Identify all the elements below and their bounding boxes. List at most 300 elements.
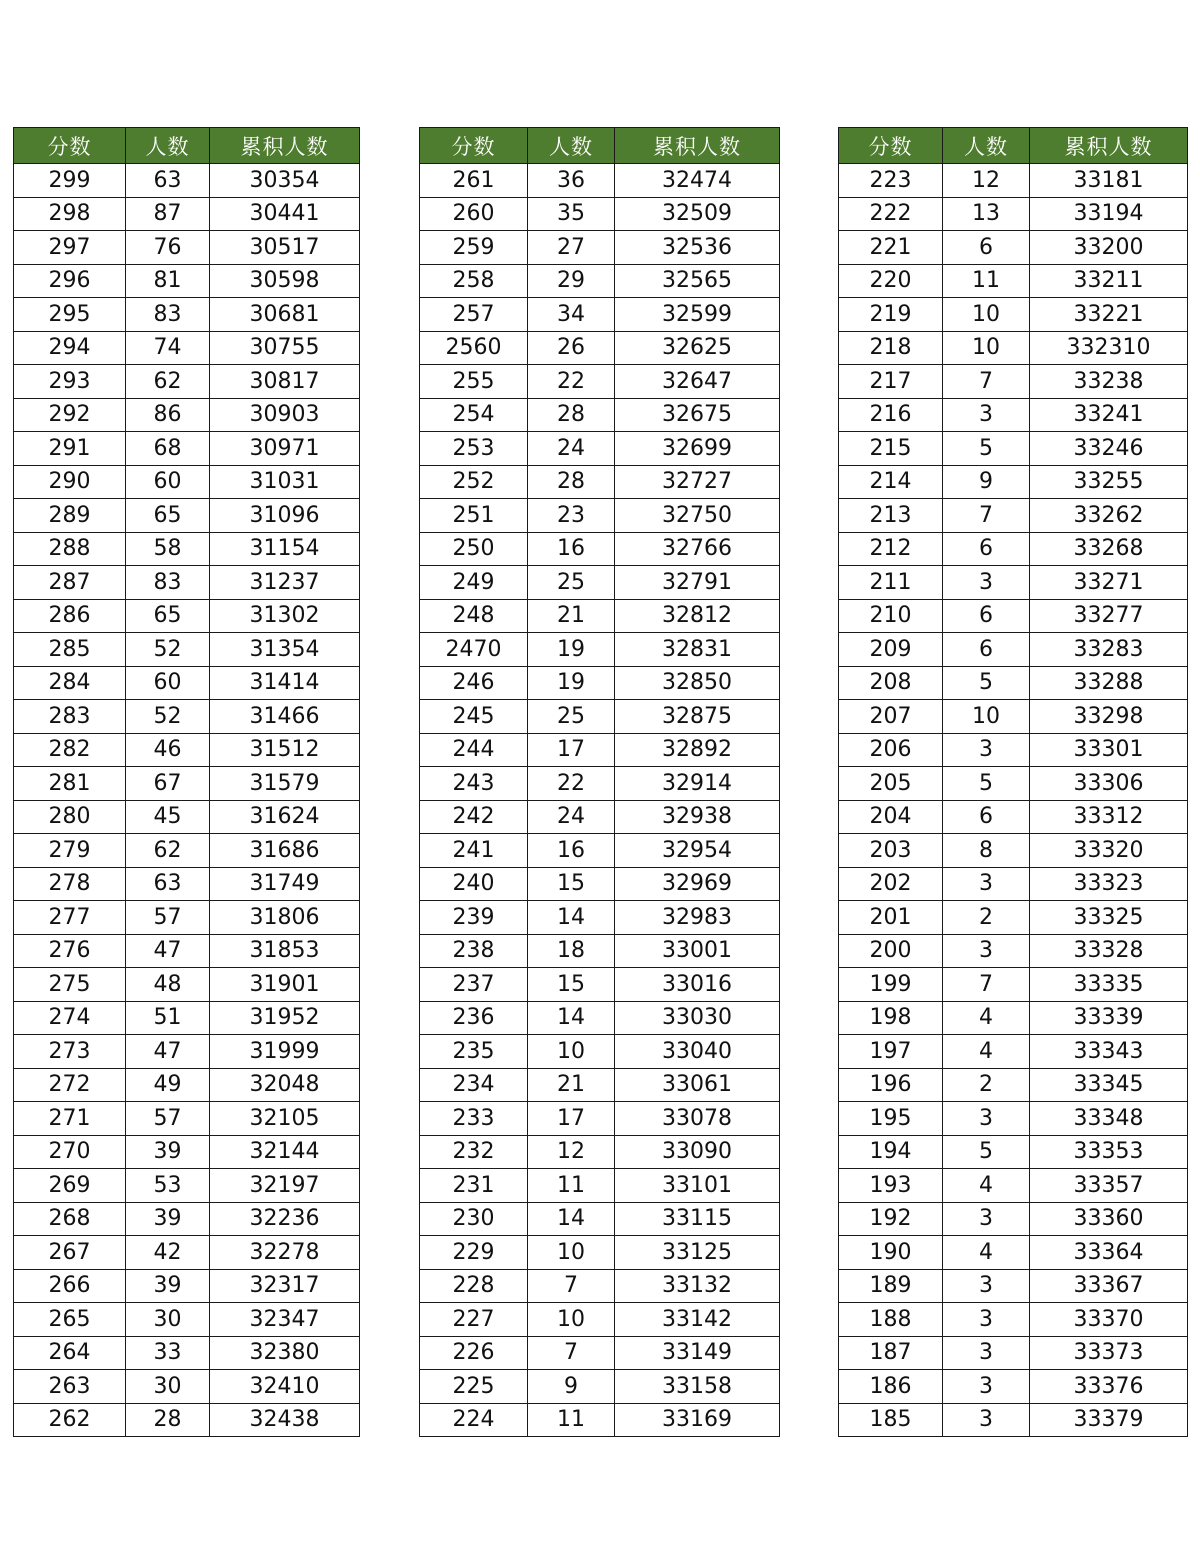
cumulative-cell: 33323	[1030, 867, 1188, 901]
count-cell: 17	[528, 733, 615, 767]
count-cell: 52	[126, 700, 210, 734]
cumulative-cell: 33181	[1030, 164, 1188, 198]
cumulative-cell: 33061	[615, 1068, 780, 1102]
score-cell: 201	[839, 901, 943, 935]
count-cell: 42	[126, 1236, 210, 1270]
cumulative-cell: 30517	[210, 231, 360, 265]
count-cell: 51	[126, 1001, 210, 1035]
score-cell: 217	[839, 365, 943, 399]
score-cell: 278	[14, 867, 126, 901]
count-cell: 14	[528, 1001, 615, 1035]
table-row	[839, 398, 1188, 432]
score-cell: 213	[839, 499, 943, 533]
score-cell: 277	[14, 901, 126, 935]
score-cell: 186	[839, 1370, 943, 1404]
score-cell: 190	[839, 1236, 943, 1270]
table-row	[420, 1169, 780, 1203]
cumulative-cell: 33306	[1030, 767, 1188, 801]
cumulative-cell: 33221	[1030, 298, 1188, 332]
count-cell: 28	[528, 398, 615, 432]
table-row	[420, 1102, 780, 1136]
header-count: 人数	[943, 128, 1030, 164]
cumulative-cell: 33360	[1030, 1202, 1188, 1236]
score-cell: 240	[420, 867, 528, 901]
count-cell: 5	[943, 1135, 1030, 1169]
cumulative-cell: 32850	[615, 666, 780, 700]
table-row	[839, 164, 1188, 198]
table-row	[14, 231, 360, 265]
count-cell: 10	[943, 700, 1030, 734]
score-cell: 284	[14, 666, 126, 700]
score-cell: 223	[839, 164, 943, 198]
count-cell: 3	[943, 1202, 1030, 1236]
count-cell: 3	[943, 934, 1030, 968]
count-cell: 8	[943, 834, 1030, 868]
score-cell: 254	[420, 398, 528, 432]
score-cell: 222	[839, 197, 943, 231]
count-cell: 63	[126, 867, 210, 901]
table-row	[14, 365, 360, 399]
count-cell: 15	[528, 867, 615, 901]
count-cell: 3	[943, 1370, 1030, 1404]
cumulative-cell: 30441	[210, 197, 360, 231]
table-row	[14, 499, 360, 533]
score-cell: 239	[420, 901, 528, 935]
table-row	[839, 1068, 1188, 1102]
count-cell: 47	[126, 934, 210, 968]
score-cell: 273	[14, 1035, 126, 1069]
table-row	[839, 1303, 1188, 1337]
count-cell: 57	[126, 1102, 210, 1136]
count-cell: 5	[943, 432, 1030, 466]
cumulative-cell: 31579	[210, 767, 360, 801]
cumulative-cell: 32105	[210, 1102, 360, 1136]
cumulative-cell: 32954	[615, 834, 780, 868]
count-cell: 3	[943, 1269, 1030, 1303]
score-cell: 187	[839, 1336, 943, 1370]
table-row	[839, 1001, 1188, 1035]
cumulative-cell: 31999	[210, 1035, 360, 1069]
count-cell: 10	[528, 1035, 615, 1069]
table-row	[420, 599, 780, 633]
score-cell: 229	[420, 1236, 528, 1270]
table-row	[839, 599, 1188, 633]
score-cell: 281	[14, 767, 126, 801]
count-cell: 11	[528, 1169, 615, 1203]
score-cell: 252	[420, 465, 528, 499]
table-row	[420, 331, 780, 365]
table-row	[14, 834, 360, 868]
table-row	[420, 968, 780, 1002]
score-cell: 248	[420, 599, 528, 633]
count-cell: 25	[528, 700, 615, 734]
cumulative-cell: 31237	[210, 566, 360, 600]
table-row	[420, 1403, 780, 1437]
count-cell: 3	[943, 398, 1030, 432]
table-row	[839, 968, 1188, 1002]
table-row	[14, 1035, 360, 1069]
table-row	[14, 1336, 360, 1370]
score-cell: 260	[420, 197, 528, 231]
cumulative-cell: 31031	[210, 465, 360, 499]
score-cell: 206	[839, 733, 943, 767]
cumulative-cell: 33238	[1030, 365, 1188, 399]
header-score: 分数	[14, 128, 126, 164]
score-cell: 221	[839, 231, 943, 265]
cumulative-cell: 32536	[615, 231, 780, 265]
score-cell: 289	[14, 499, 126, 533]
count-cell: 65	[126, 499, 210, 533]
score-cell: 228	[420, 1269, 528, 1303]
score-cell: 196	[839, 1068, 943, 1102]
table-row	[14, 934, 360, 968]
score-cell: 282	[14, 733, 126, 767]
count-cell: 2	[943, 901, 1030, 935]
score-cell: 255	[420, 365, 528, 399]
score-cell: 232	[420, 1135, 528, 1169]
cumulative-cell: 32347	[210, 1303, 360, 1337]
table-row	[839, 432, 1188, 466]
score-cell: 279	[14, 834, 126, 868]
cumulative-cell: 32812	[615, 599, 780, 633]
table-row	[14, 633, 360, 667]
table-row	[839, 298, 1188, 332]
count-cell: 16	[528, 834, 615, 868]
score-cell: 237	[420, 968, 528, 1002]
cumulative-cell: 32914	[615, 767, 780, 801]
count-cell: 7	[528, 1336, 615, 1370]
count-cell: 27	[528, 231, 615, 265]
score-cell: 2560	[420, 331, 528, 365]
count-cell: 35	[528, 197, 615, 231]
table-row	[839, 1035, 1188, 1069]
table-row	[14, 1169, 360, 1203]
table-row	[839, 365, 1188, 399]
cumulative-cell: 32048	[210, 1068, 360, 1102]
count-cell: 34	[528, 298, 615, 332]
score-cell: 270	[14, 1135, 126, 1169]
count-cell: 4	[943, 1236, 1030, 1270]
table-row	[839, 1169, 1188, 1203]
table-row	[420, 1035, 780, 1069]
table-row	[839, 1135, 1188, 1169]
table-row	[420, 867, 780, 901]
count-cell: 48	[126, 968, 210, 1002]
count-cell: 5	[943, 666, 1030, 700]
table-row	[839, 834, 1188, 868]
cumulative-cell: 30598	[210, 264, 360, 298]
header-count: 人数	[528, 128, 615, 164]
count-cell: 63	[126, 164, 210, 198]
table-row	[420, 465, 780, 499]
cumulative-cell: 32647	[615, 365, 780, 399]
score-cell: 294	[14, 331, 126, 365]
table-row	[14, 1403, 360, 1437]
cumulative-cell: 31512	[210, 733, 360, 767]
table-row	[14, 733, 360, 767]
score-cell: 197	[839, 1035, 943, 1069]
count-cell: 67	[126, 767, 210, 801]
score-cell: 286	[14, 599, 126, 633]
count-cell: 7	[943, 365, 1030, 399]
table-row	[420, 800, 780, 834]
count-cell: 12	[528, 1135, 615, 1169]
table-row	[839, 666, 1188, 700]
count-cell: 60	[126, 465, 210, 499]
cumulative-cell: 32875	[615, 700, 780, 734]
table-row	[14, 566, 360, 600]
cumulative-cell: 33325	[1030, 901, 1188, 935]
table-row	[14, 1001, 360, 1035]
score-cell: 235	[420, 1035, 528, 1069]
score-cell: 241	[420, 834, 528, 868]
table-row	[420, 432, 780, 466]
cumulative-cell: 33132	[615, 1269, 780, 1303]
header-score: 分数	[420, 128, 528, 164]
cumulative-cell: 33277	[1030, 599, 1188, 633]
score-cell: 265	[14, 1303, 126, 1337]
table-row	[420, 901, 780, 935]
score-cell: 245	[420, 700, 528, 734]
score-cell: 244	[420, 733, 528, 767]
score-cell: 287	[14, 566, 126, 600]
score-cell: 192	[839, 1202, 943, 1236]
score-cell: 195	[839, 1102, 943, 1136]
cumulative-cell: 33353	[1030, 1135, 1188, 1169]
cumulative-cell: 32410	[210, 1370, 360, 1404]
header-cumulative: 累积人数	[210, 128, 360, 164]
count-cell: 6	[943, 800, 1030, 834]
table-row	[14, 1236, 360, 1270]
cumulative-cell: 33090	[615, 1135, 780, 1169]
score-cell: 209	[839, 633, 943, 667]
table-row	[420, 231, 780, 265]
count-cell: 83	[126, 566, 210, 600]
table-row	[420, 1336, 780, 1370]
score-cell: 249	[420, 566, 528, 600]
table-row	[14, 164, 360, 198]
cumulative-cell: 31302	[210, 599, 360, 633]
score-cell: 263	[14, 1370, 126, 1404]
table-row	[14, 1202, 360, 1236]
count-cell: 11	[943, 264, 1030, 298]
cumulative-cell: 30971	[210, 432, 360, 466]
cumulative-cell: 32565	[615, 264, 780, 298]
count-cell: 86	[126, 398, 210, 432]
count-cell: 21	[528, 1068, 615, 1102]
count-cell: 3	[943, 566, 1030, 600]
score-cell: 224	[420, 1403, 528, 1437]
cumulative-cell: 332310	[1030, 331, 1188, 365]
score-cell: 288	[14, 532, 126, 566]
table-row	[420, 700, 780, 734]
table-row	[839, 800, 1188, 834]
table-row	[420, 532, 780, 566]
cumulative-cell: 32750	[615, 499, 780, 533]
table-row	[14, 666, 360, 700]
score-cell: 272	[14, 1068, 126, 1102]
score-cell: 215	[839, 432, 943, 466]
cumulative-cell: 33125	[615, 1236, 780, 1270]
count-cell: 30	[126, 1370, 210, 1404]
header-count: 人数	[126, 128, 210, 164]
table-row	[839, 532, 1188, 566]
score-cell: 216	[839, 398, 943, 432]
table-row	[14, 767, 360, 801]
table-row	[839, 1236, 1188, 1270]
cumulative-cell: 33339	[1030, 1001, 1188, 1035]
cumulative-cell: 33262	[1030, 499, 1188, 533]
score-cell: 258	[420, 264, 528, 298]
cumulative-cell: 33016	[615, 968, 780, 1002]
cumulative-cell: 33169	[615, 1403, 780, 1437]
cumulative-cell: 33335	[1030, 968, 1188, 1002]
count-cell: 49	[126, 1068, 210, 1102]
table-row	[839, 633, 1188, 667]
cumulative-cell: 33288	[1030, 666, 1188, 700]
score-cell: 298	[14, 197, 126, 231]
count-cell: 28	[126, 1403, 210, 1437]
table-row	[14, 298, 360, 332]
score-cell: 283	[14, 700, 126, 734]
count-cell: 29	[528, 264, 615, 298]
count-cell: 4	[943, 1035, 1030, 1069]
cumulative-cell: 33158	[615, 1370, 780, 1404]
count-cell: 62	[126, 365, 210, 399]
cumulative-cell: 31154	[210, 532, 360, 566]
cumulative-cell: 32969	[615, 867, 780, 901]
cumulative-cell: 32236	[210, 1202, 360, 1236]
count-cell: 6	[943, 231, 1030, 265]
cumulative-cell: 32197	[210, 1169, 360, 1203]
cumulative-cell: 33194	[1030, 197, 1188, 231]
cumulative-cell: 33345	[1030, 1068, 1188, 1102]
cumulative-cell: 31806	[210, 901, 360, 935]
score-cell: 219	[839, 298, 943, 332]
table-row	[420, 398, 780, 432]
cumulative-cell: 30817	[210, 365, 360, 399]
count-cell: 22	[528, 365, 615, 399]
table-row	[14, 800, 360, 834]
count-cell: 30	[126, 1303, 210, 1337]
score-cell: 269	[14, 1169, 126, 1203]
count-cell: 45	[126, 800, 210, 834]
count-cell: 58	[126, 532, 210, 566]
table-row	[420, 666, 780, 700]
cumulative-cell: 33001	[615, 934, 780, 968]
table-row	[420, 164, 780, 198]
table-row	[420, 1001, 780, 1035]
score-cell: 266	[14, 1269, 126, 1303]
score-cell: 226	[420, 1336, 528, 1370]
count-cell: 14	[528, 901, 615, 935]
score-cell: 227	[420, 1303, 528, 1337]
cumulative-cell: 31096	[210, 499, 360, 533]
cumulative-cell: 33373	[1030, 1336, 1188, 1370]
table-row	[839, 566, 1188, 600]
count-cell: 57	[126, 901, 210, 935]
count-cell: 21	[528, 599, 615, 633]
table-row	[14, 1269, 360, 1303]
score-cell: 280	[14, 800, 126, 834]
score-cell: 236	[420, 1001, 528, 1035]
score-cell: 210	[839, 599, 943, 633]
cumulative-cell: 33312	[1030, 800, 1188, 834]
score-cell: 200	[839, 934, 943, 968]
count-cell: 36	[528, 164, 615, 198]
table-row	[839, 767, 1188, 801]
cumulative-cell: 33320	[1030, 834, 1188, 868]
count-cell: 65	[126, 599, 210, 633]
count-cell: 7	[943, 968, 1030, 1002]
cumulative-cell: 33328	[1030, 934, 1188, 968]
score-cell: 267	[14, 1236, 126, 1270]
cumulative-cell: 32699	[615, 432, 780, 466]
score-cell: 274	[14, 1001, 126, 1035]
count-cell: 9	[943, 465, 1030, 499]
score-cell: 250	[420, 532, 528, 566]
table-row	[839, 231, 1188, 265]
count-cell: 26	[528, 331, 615, 365]
table-row	[839, 1102, 1188, 1136]
count-cell: 2	[943, 1068, 1030, 1102]
cumulative-cell: 32791	[615, 566, 780, 600]
cumulative-cell: 33211	[1030, 264, 1188, 298]
count-cell: 33	[126, 1336, 210, 1370]
count-cell: 24	[528, 800, 615, 834]
table-row	[14, 465, 360, 499]
score-cell: 203	[839, 834, 943, 868]
count-cell: 60	[126, 666, 210, 700]
table-row	[14, 398, 360, 432]
cumulative-cell: 30903	[210, 398, 360, 432]
count-cell: 10	[528, 1236, 615, 1270]
score-cell: 296	[14, 264, 126, 298]
count-cell: 39	[126, 1269, 210, 1303]
cumulative-cell: 31354	[210, 633, 360, 667]
count-cell: 3	[943, 1403, 1030, 1437]
score-cell: 251	[420, 499, 528, 533]
count-cell: 11	[528, 1403, 615, 1437]
score-cell: 299	[14, 164, 126, 198]
count-cell: 3	[943, 733, 1030, 767]
table-row	[839, 264, 1188, 298]
count-cell: 39	[126, 1135, 210, 1169]
cumulative-cell: 31853	[210, 934, 360, 968]
score-cell: 261	[420, 164, 528, 198]
count-cell: 4	[943, 1001, 1030, 1035]
count-cell: 19	[528, 666, 615, 700]
score-cell: 189	[839, 1269, 943, 1303]
score-cell: 275	[14, 968, 126, 1002]
score-cell: 188	[839, 1303, 943, 1337]
count-cell: 6	[943, 599, 1030, 633]
cumulative-cell: 31749	[210, 867, 360, 901]
score-cell: 214	[839, 465, 943, 499]
score-cell: 185	[839, 1403, 943, 1437]
table-row	[420, 499, 780, 533]
cumulative-cell: 31414	[210, 666, 360, 700]
table-row	[420, 1202, 780, 1236]
cumulative-cell: 33268	[1030, 532, 1188, 566]
cumulative-cell: 33255	[1030, 465, 1188, 499]
count-cell: 3	[943, 867, 1030, 901]
count-cell: 87	[126, 197, 210, 231]
cumulative-cell: 32983	[615, 901, 780, 935]
score-cell: 285	[14, 633, 126, 667]
score-cell: 271	[14, 1102, 126, 1136]
score-cell: 2470	[420, 633, 528, 667]
